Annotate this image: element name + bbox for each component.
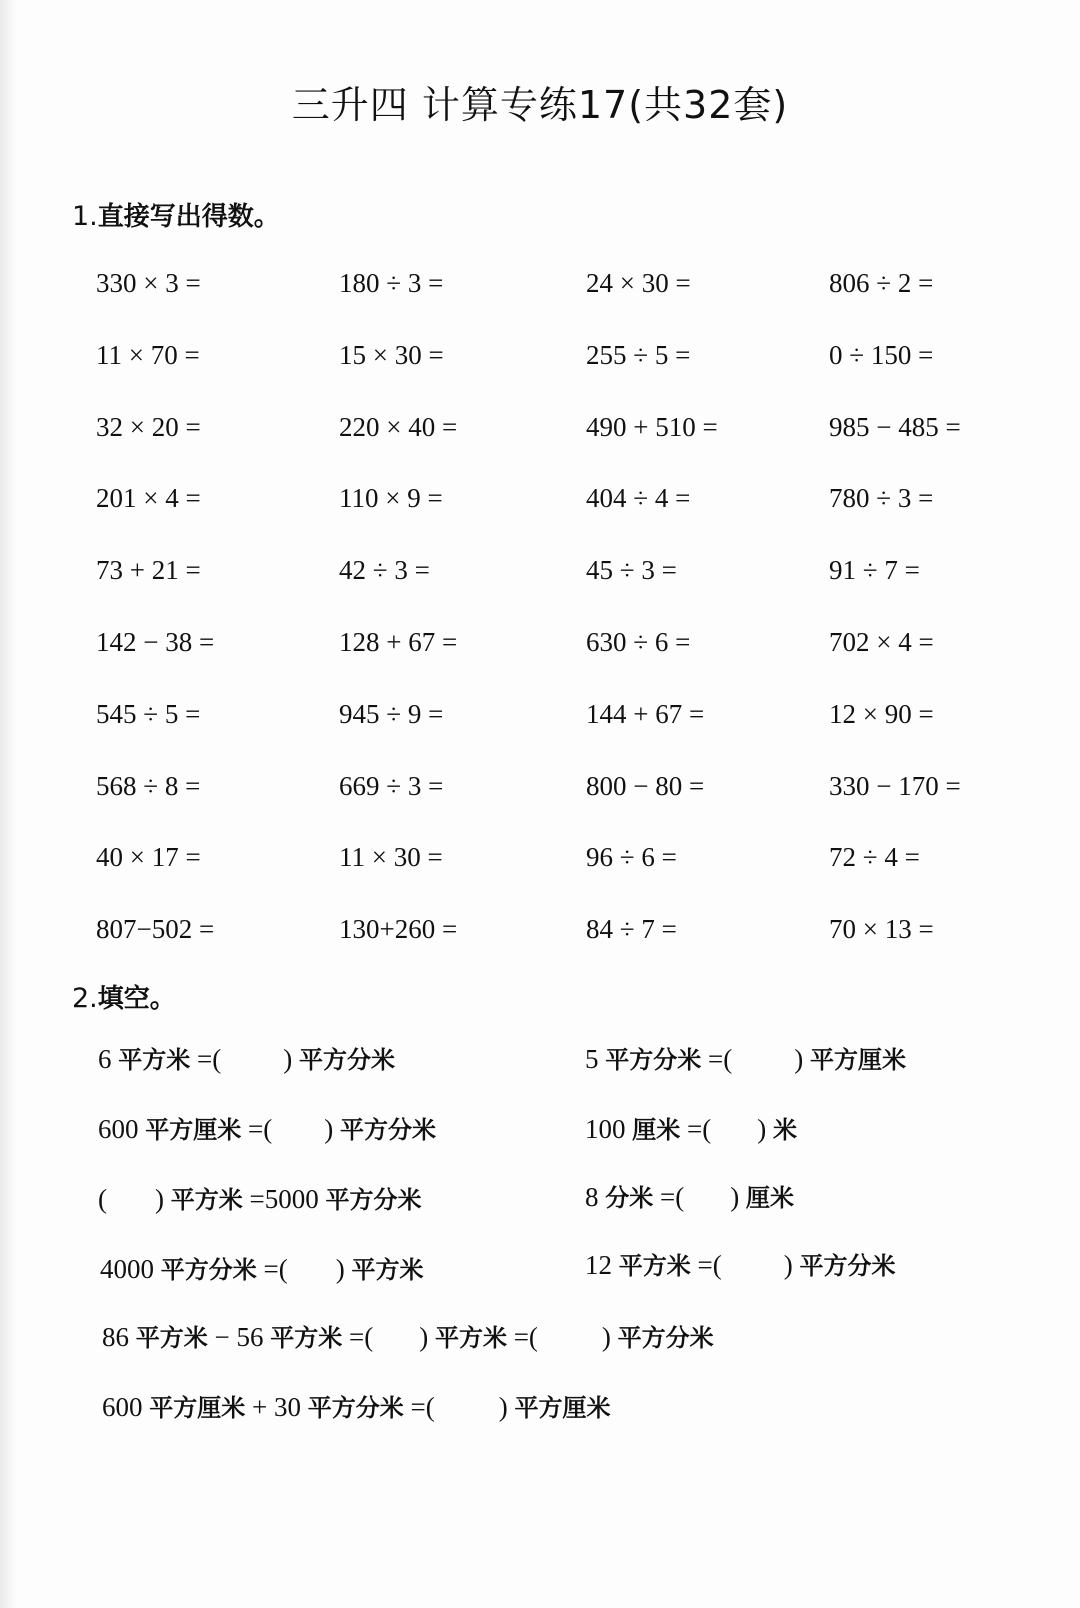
fill-unit: 厘米	[632, 1115, 681, 1144]
calc-problem: 84 ÷ 7 =	[586, 914, 677, 945]
calc-problem: 330 × 3 =	[96, 268, 201, 298]
section-2-number: 2.	[72, 983, 98, 1014]
fill-unit: 平方米	[118, 1045, 191, 1074]
fill-number: 600	[102, 1392, 143, 1422]
fill-unit: 平方分米	[605, 1045, 702, 1074]
fill-item-9	[102, 1318, 714, 1353]
fill-number: 86	[102, 1322, 129, 1352]
fill-unit: 平方米	[434, 1323, 507, 1352]
fill-item-6	[585, 1178, 794, 1213]
calc-problem: 780 ÷ 3 =	[829, 483, 934, 514]
section-1-number: 1.	[72, 201, 98, 232]
fill-close: )	[601, 1322, 611, 1352]
calc-problem: 568 ÷ 8 =	[96, 770, 201, 801]
fill-number: 12	[585, 1250, 612, 1280]
fill-open: =(	[687, 1114, 712, 1144]
fill-close: )	[783, 1250, 793, 1280]
calc-problem: 11 × 70 =	[96, 339, 200, 370]
calc-problem: 180 ÷ 3 =	[339, 268, 444, 298]
scan-edge-shadow	[0, 0, 16, 1608]
fill-item-3	[98, 1110, 436, 1145]
fill-unit: 平方厘米	[514, 1393, 611, 1422]
fill-item-7	[100, 1250, 423, 1285]
fill-unit: 平方分米	[617, 1323, 714, 1352]
fill-open: =(	[410, 1392, 435, 1422]
fill-unit: 平方分米	[799, 1251, 896, 1280]
fill-value: =5000	[249, 1184, 319, 1214]
calc-problem: 220 × 40 =	[339, 411, 458, 442]
calculation-grid	[96, 268, 1016, 986]
calc-row	[96, 412, 1016, 484]
fill-unit: 平方分米	[307, 1393, 404, 1422]
fill-open: =(	[660, 1182, 685, 1212]
calc-problem: 11 × 30 =	[339, 842, 443, 873]
calc-problem: 702 × 4 =	[829, 626, 934, 657]
calc-problem: 73 + 21 =	[96, 555, 201, 586]
calc-row	[96, 483, 1016, 555]
calc-problem: 0 ÷ 150 =	[829, 339, 934, 370]
fill-number: − 56	[207, 1322, 264, 1352]
fill-unit: 分米	[605, 1183, 654, 1212]
fill-close: )	[730, 1182, 740, 1212]
calc-problem: 945 ÷ 9 =	[339, 698, 444, 729]
fill-open: (	[98, 1184, 107, 1214]
fill-close: )	[335, 1254, 345, 1284]
calc-problem: 72 ÷ 4 =	[829, 842, 920, 873]
page-title: 三升四 计算专练17(共32套)	[291, 83, 789, 127]
fill-close: )	[498, 1392, 508, 1422]
fill-unit: 平方分米	[339, 1115, 436, 1144]
fill-item-2	[585, 1040, 906, 1075]
fill-item-5	[98, 1180, 421, 1215]
calc-problem: 15 × 30 =	[339, 339, 444, 370]
fill-unit: 平方米	[270, 1323, 343, 1352]
calc-problem: 807−502 =	[96, 914, 215, 945]
fill-number: 4000	[100, 1254, 154, 1284]
fill-unit: 平方米	[135, 1323, 208, 1352]
section-2-heading	[72, 978, 176, 1015]
fill-open: =(	[348, 1322, 374, 1352]
calc-problem: 96 ÷ 6 =	[586, 842, 677, 873]
calc-problem: 669 ÷ 3 =	[339, 770, 444, 801]
calc-problem: 630 ÷ 6 =	[586, 626, 691, 657]
fill-close: )	[283, 1044, 293, 1074]
fill-close: )	[324, 1114, 334, 1144]
fill-unit: 厘米	[745, 1183, 794, 1212]
fill-close: )	[794, 1044, 804, 1074]
calc-problem: 45 ÷ 3 =	[586, 555, 677, 586]
calc-row	[96, 268, 1016, 340]
fill-number: 100	[585, 1114, 626, 1144]
calc-problem: 144 + 67 =	[586, 698, 705, 729]
fill-unit: 平方米	[170, 1185, 243, 1214]
section-1-label: 直接写出得数。	[97, 202, 280, 232]
calc-row	[96, 842, 1016, 914]
fill-number: 600	[98, 1114, 139, 1144]
calc-problem: 70 × 13 =	[829, 914, 934, 945]
calc-problem: 800 − 80 =	[586, 770, 705, 801]
calc-problem: 142 − 38 =	[96, 626, 215, 657]
calc-problem: 255 ÷ 5 =	[586, 339, 691, 370]
fill-unit: 平方厘米	[149, 1393, 246, 1422]
calc-problem: 110 × 9 =	[339, 483, 443, 514]
calc-row	[96, 340, 1016, 412]
calc-problem: 985 − 485 =	[829, 411, 961, 442]
calc-problem: 128 + 67 =	[339, 626, 458, 657]
fill-unit: 米	[772, 1115, 797, 1144]
fill-item-8	[585, 1246, 895, 1281]
fill-item-1	[98, 1040, 395, 1075]
calc-problem: 404 ÷ 4 =	[586, 483, 691, 514]
fill-unit: 平方分米	[160, 1255, 257, 1284]
calc-problem: 24 × 30 =	[586, 268, 691, 298]
calc-problem: 91 ÷ 7 =	[829, 555, 920, 586]
fill-unit: 平方米	[618, 1251, 691, 1280]
calc-row	[96, 699, 1016, 771]
fill-unit: 平方分米	[325, 1185, 422, 1214]
calc-problem: 806 ÷ 2 =	[829, 268, 934, 298]
fill-item-4	[585, 1110, 797, 1145]
fill-open: =(	[708, 1044, 733, 1074]
fill-open: =(	[197, 1044, 222, 1074]
section-2-label: 填空。	[97, 984, 176, 1014]
calc-problem: 201 × 4 =	[96, 483, 201, 514]
fill-open: =(	[513, 1322, 538, 1352]
calc-row	[96, 627, 1016, 699]
fill-open: =(	[697, 1250, 722, 1280]
fill-open: =(	[263, 1254, 288, 1284]
fill-open: =(	[248, 1114, 273, 1144]
fill-number: + 30	[245, 1392, 301, 1422]
fill-unit: 平方厘米	[809, 1045, 906, 1074]
fill-unit: 平方厘米	[145, 1115, 242, 1144]
fill-number: 8	[585, 1182, 599, 1212]
calc-problem: 32 × 20 =	[96, 411, 201, 442]
fill-unit: 平方分米	[298, 1045, 395, 1074]
fill-close: )	[757, 1114, 767, 1144]
calc-problem: 545 ÷ 5 =	[96, 698, 201, 729]
calc-problem: 330 − 170 =	[829, 770, 961, 801]
calc-problem: 490 + 510 =	[586, 411, 718, 442]
calc-row	[96, 771, 1016, 843]
fill-close: )	[155, 1184, 164, 1214]
fill-number: 5	[585, 1044, 599, 1074]
calc-problem: 12 × 90 =	[829, 698, 934, 729]
fill-item-10	[102, 1388, 610, 1423]
calc-problem: 42 ÷ 3 =	[339, 555, 430, 586]
calc-problem: 40 × 17 =	[96, 842, 201, 873]
calc-row	[96, 555, 1016, 627]
calc-row	[96, 914, 1016, 986]
fill-unit: 平方米	[351, 1255, 424, 1284]
fill-number: 6	[98, 1044, 112, 1074]
fill-close: )	[419, 1322, 429, 1352]
section-1-heading	[72, 196, 280, 233]
calc-problem: 130+260 =	[339, 914, 458, 945]
